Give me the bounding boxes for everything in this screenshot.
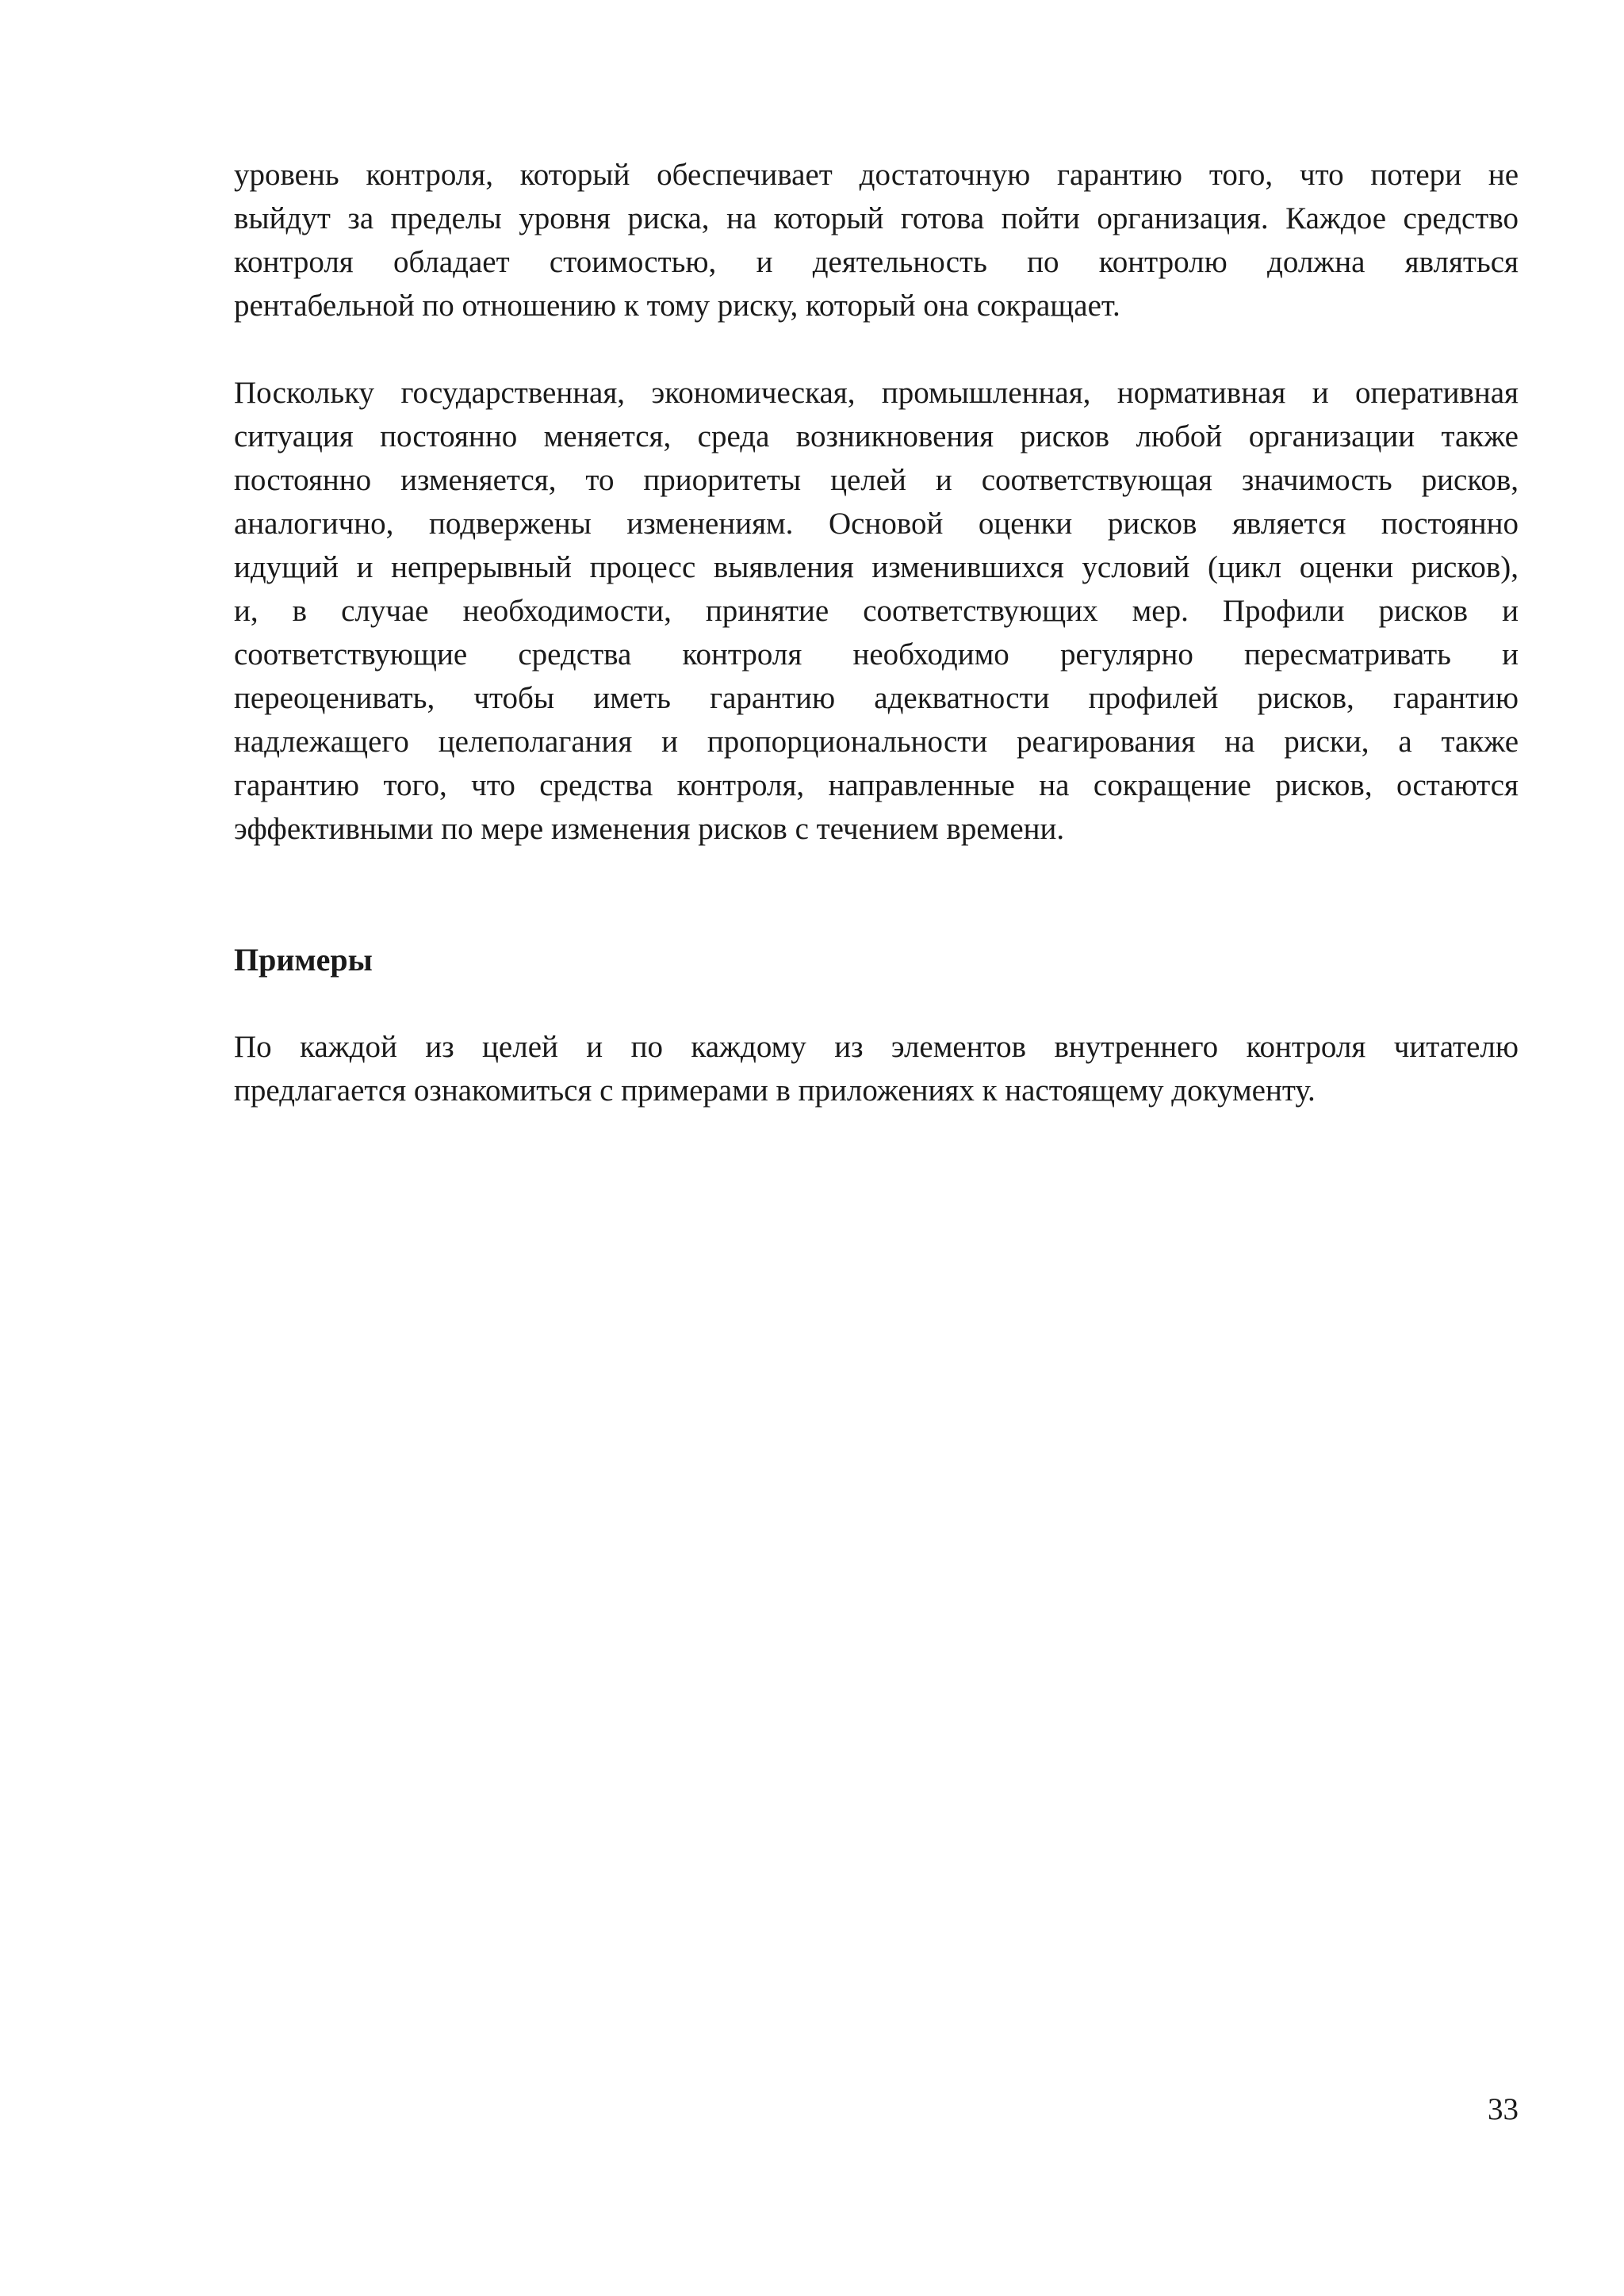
paragraph-2 bbox=[234, 371, 1519, 851]
text-line: уровень контроля, который обеспечивает достаточную гарантию того, что потери не bbox=[234, 158, 1519, 192]
text-line: предлагается ознакомиться с примерами в приложениях к настоящему документу. bbox=[234, 1073, 1316, 1108]
text-line: переоценивать, чтобы иметь гарантию адекватности профилей рисков, гарантию bbox=[234, 681, 1519, 715]
text-line: ситуация постоянно меняется, среда возникновения рисков любой организации также bbox=[234, 419, 1519, 453]
text-line: идущий и непрерывный процесс выявления изменившихся условий (цикл оценки рисков), bbox=[234, 550, 1519, 584]
text-line: контроля обладает стоимостью, и деятельность по контролю должна являться bbox=[234, 245, 1519, 279]
text-line: соответствующие средства контроля необходимо регулярно пересматривать и bbox=[234, 637, 1519, 672]
text-line: рентабельной по отношению к тому риску, который она сокращает. bbox=[234, 289, 1120, 323]
paragraph-1 bbox=[234, 153, 1519, 327]
paragraph-3 bbox=[234, 1025, 1519, 1112]
text-line: и, в случае необходимости, принятие соответствующих мер. Профили рисков и bbox=[234, 594, 1519, 628]
text-line: эффективными по мере изменения рисков с течением времени. bbox=[234, 812, 1065, 846]
text-line: гарантию того, что средства контроля, направленные на сокращение рисков, остаются bbox=[234, 768, 1519, 802]
text-line: выйдут за пределы уровня риска, на который готова пойти организация. Каждое средство bbox=[234, 201, 1519, 235]
text-line: Поскольку государственная, экономическая, промышленная, нормативная и оперативная bbox=[234, 376, 1519, 410]
text-line: надлежащего целеполагания и пропорциональности реагирования на риски, а также bbox=[234, 725, 1519, 759]
text-line: постоянно изменяется, то приоритеты целей и соответствующая значимость рисков, bbox=[234, 463, 1519, 497]
section-heading: Примеры bbox=[234, 942, 373, 978]
text-line: аналогично, подвержены изменениям. Основой оценки рисков является постоянно bbox=[234, 507, 1519, 541]
page-number: 33 bbox=[1488, 2092, 1519, 2126]
text-line: По каждой из целей и по каждому из элементов внутреннего контроля читателю bbox=[234, 1030, 1519, 1064]
